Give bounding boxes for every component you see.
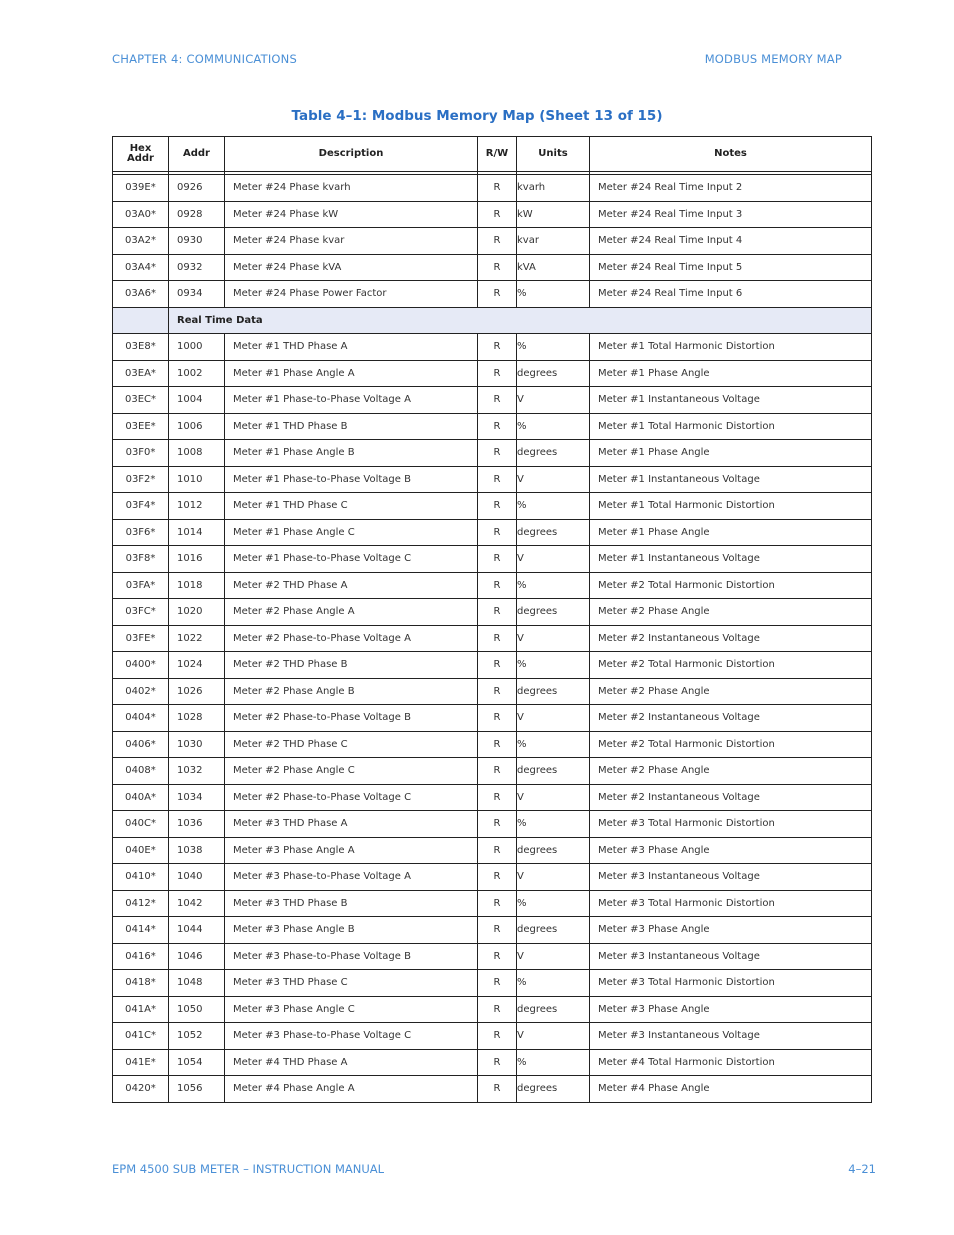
- addr-cell: 1004: [169, 387, 225, 414]
- addr-cell: 1046: [169, 943, 225, 970]
- addr-cell: 1050: [169, 996, 225, 1023]
- notes-cell: Meter #1 Total Harmonic Distortion: [590, 493, 872, 520]
- table-row: [113, 943, 872, 970]
- hex-addr-cell: 03A6*: [113, 281, 169, 308]
- description-cell: Meter #2 Phase Angle B: [225, 678, 478, 705]
- rw-cell: R: [478, 864, 517, 891]
- notes-cell: Meter #24 Real Time Input 6: [590, 281, 872, 308]
- table-row: [113, 413, 872, 440]
- table-row: [113, 334, 872, 361]
- addr-cell: 1048: [169, 970, 225, 997]
- rw-cell: R: [478, 440, 517, 467]
- notes-cell: Meter #2 Total Harmonic Distortion: [590, 572, 872, 599]
- addr-cell: 1020: [169, 599, 225, 626]
- notes-cell: Meter #2 Phase Angle: [590, 599, 872, 626]
- notes-cell: Meter #3 Phase Angle: [590, 996, 872, 1023]
- description-cell: Meter #3 Phase-to-Phase Voltage B: [225, 943, 478, 970]
- notes-cell: Meter #3 Total Harmonic Distortion: [590, 890, 872, 917]
- notes-cell: Meter #1 Instantaneous Voltage: [590, 387, 872, 414]
- hex-addr-cell: 03A2*: [113, 228, 169, 255]
- description-cell: Meter #2 Phase Angle C: [225, 758, 478, 785]
- rw-cell: R: [478, 281, 517, 308]
- addr-cell: 1054: [169, 1049, 225, 1076]
- notes-cell: Meter #1 Instantaneous Voltage: [590, 466, 872, 493]
- addr-cell: 1022: [169, 625, 225, 652]
- table-row: [113, 678, 872, 705]
- rw-cell: R: [478, 201, 517, 228]
- hex-addr-cell: 040E*: [113, 837, 169, 864]
- hex-addr-cell: 03FC*: [113, 599, 169, 626]
- hex-addr-cell: 03FA*: [113, 572, 169, 599]
- description-cell: Meter #1 THD Phase A: [225, 334, 478, 361]
- hex-addr-cell: 0414*: [113, 917, 169, 944]
- units-cell: V: [517, 1023, 590, 1050]
- description-cell: Meter #3 Phase Angle C: [225, 996, 478, 1023]
- rw-cell: R: [478, 890, 517, 917]
- description-cell: Meter #1 Phase Angle A: [225, 360, 478, 387]
- rw-cell: R: [478, 1023, 517, 1050]
- col-header-addr: Addr: [169, 137, 225, 172]
- notes-cell: Meter #3 Total Harmonic Distortion: [590, 970, 872, 997]
- notes-cell: Meter #24 Real Time Input 4: [590, 228, 872, 255]
- notes-cell: Meter #2 Phase Angle: [590, 678, 872, 705]
- table-row: [113, 837, 872, 864]
- description-cell: Meter #24 Phase kW: [225, 201, 478, 228]
- notes-cell: Meter #1 Total Harmonic Distortion: [590, 413, 872, 440]
- col-header-hex-addr: Hex Addr: [113, 137, 169, 172]
- rw-cell: R: [478, 599, 517, 626]
- notes-cell: Meter #2 Total Harmonic Distortion: [590, 731, 872, 758]
- rw-cell: R: [478, 1049, 517, 1076]
- hex-addr-cell: 0418*: [113, 970, 169, 997]
- addr-cell: 1008: [169, 440, 225, 467]
- units-cell: degrees: [517, 1076, 590, 1103]
- units-cell: degrees: [517, 758, 590, 785]
- notes-cell: Meter #1 Phase Angle: [590, 440, 872, 467]
- hex-addr-cell: 040A*: [113, 784, 169, 811]
- units-cell: kVA: [517, 254, 590, 281]
- table-title: Table 4–1: Modbus Memory Map (Sheet 13 of 15): [291, 108, 663, 124]
- units-cell: %: [517, 731, 590, 758]
- description-cell: Meter #24 Phase kvar: [225, 228, 478, 255]
- table-row: [113, 254, 872, 281]
- units-cell: V: [517, 466, 590, 493]
- notes-cell: Meter #3 Instantaneous Voltage: [590, 864, 872, 891]
- table-row: [113, 466, 872, 493]
- col-header-units: Units: [517, 137, 590, 172]
- hex-addr-cell: 0400*: [113, 652, 169, 679]
- units-cell: V: [517, 387, 590, 414]
- hex-addr-cell: 0412*: [113, 890, 169, 917]
- units-cell: V: [517, 943, 590, 970]
- description-cell: Meter #24 Phase Power Factor: [225, 281, 478, 308]
- description-cell: Meter #4 Phase Angle A: [225, 1076, 478, 1103]
- addr-cell: 0932: [169, 254, 225, 281]
- rw-cell: R: [478, 625, 517, 652]
- notes-cell: Meter #24 Real Time Input 3: [590, 201, 872, 228]
- units-cell: kvar: [517, 228, 590, 255]
- table-row: [113, 864, 872, 891]
- description-cell: Meter #1 Phase Angle C: [225, 519, 478, 546]
- description-cell: Meter #1 Phase-to-Phase Voltage B: [225, 466, 478, 493]
- manual-title-footer: EPM 4500 SUB METER – INSTRUCTION MANUAL: [112, 1162, 385, 1176]
- rw-cell: R: [478, 996, 517, 1023]
- addr-cell: 0926: [169, 175, 225, 202]
- addr-cell: 1010: [169, 466, 225, 493]
- description-cell: Meter #1 Phase-to-Phase Voltage C: [225, 546, 478, 573]
- col-header-description: Description: [225, 137, 478, 172]
- notes-cell: Meter #24 Real Time Input 5: [590, 254, 872, 281]
- hex-addr-cell: 03F8*: [113, 546, 169, 573]
- description-cell: Meter #1 Phase Angle B: [225, 440, 478, 467]
- hex-addr-cell: 0402*: [113, 678, 169, 705]
- units-cell: %: [517, 811, 590, 838]
- hex-addr-cell: 0410*: [113, 864, 169, 891]
- table-row: [113, 731, 872, 758]
- table-header-row: [113, 137, 872, 172]
- notes-cell: Meter #2 Phase Angle: [590, 758, 872, 785]
- notes-cell: Meter #1 Phase Angle: [590, 519, 872, 546]
- hex-addr-cell: 041A*: [113, 996, 169, 1023]
- addr-cell: 1002: [169, 360, 225, 387]
- notes-cell: Meter #1 Instantaneous Voltage: [590, 546, 872, 573]
- units-cell: %: [517, 890, 590, 917]
- rw-cell: R: [478, 705, 517, 732]
- hex-addr-cell: 0420*: [113, 1076, 169, 1103]
- units-cell: kvarh: [517, 175, 590, 202]
- table-row: [113, 360, 872, 387]
- description-cell: Meter #1 THD Phase C: [225, 493, 478, 520]
- hex-addr-cell: 03EC*: [113, 387, 169, 414]
- table-row: [113, 201, 872, 228]
- addr-cell: 1056: [169, 1076, 225, 1103]
- col-header-rw: R/W: [478, 137, 517, 172]
- hex-addr-cell: 0408*: [113, 758, 169, 785]
- hex-addr-cell: 040C*: [113, 811, 169, 838]
- rw-cell: R: [478, 678, 517, 705]
- rw-cell: R: [478, 917, 517, 944]
- description-cell: Meter #3 Phase-to-Phase Voltage A: [225, 864, 478, 891]
- notes-cell: Meter #3 Total Harmonic Distortion: [590, 811, 872, 838]
- rw-cell: R: [478, 758, 517, 785]
- description-cell: Meter #3 Phase Angle A: [225, 837, 478, 864]
- table-row: [113, 811, 872, 838]
- table-row: [113, 387, 872, 414]
- addr-cell: 1026: [169, 678, 225, 705]
- rw-cell: R: [478, 175, 517, 202]
- rw-cell: R: [478, 466, 517, 493]
- rw-cell: R: [478, 387, 517, 414]
- notes-cell: Meter #1 Phase Angle: [590, 360, 872, 387]
- description-cell: Meter #24 Phase kvarh: [225, 175, 478, 202]
- rw-cell: R: [478, 970, 517, 997]
- table-row: [113, 970, 872, 997]
- table-row: [113, 890, 872, 917]
- units-cell: degrees: [517, 599, 590, 626]
- hex-addr-cell: 03F0*: [113, 440, 169, 467]
- rw-cell: R: [478, 1076, 517, 1103]
- units-cell: degrees: [517, 440, 590, 467]
- table-row: [113, 917, 872, 944]
- table-row: [113, 493, 872, 520]
- hex-addr-cell: 03F2*: [113, 466, 169, 493]
- description-cell: Meter #1 Phase-to-Phase Voltage A: [225, 387, 478, 414]
- units-cell: V: [517, 546, 590, 573]
- rw-cell: R: [478, 811, 517, 838]
- rw-cell: R: [478, 943, 517, 970]
- table-row: [113, 1076, 872, 1103]
- table-row: [113, 572, 872, 599]
- addr-cell: 1014: [169, 519, 225, 546]
- notes-cell: Meter #24 Real Time Input 2: [590, 175, 872, 202]
- addr-cell: 1012: [169, 493, 225, 520]
- section-row-real-time-data: [113, 307, 872, 334]
- hex-addr-cell: 03A4*: [113, 254, 169, 281]
- rw-cell: R: [478, 254, 517, 281]
- hex-addr-cell: 041C*: [113, 1023, 169, 1050]
- table-row: [113, 705, 872, 732]
- rw-cell: R: [478, 784, 517, 811]
- units-cell: degrees: [517, 996, 590, 1023]
- rw-cell: R: [478, 837, 517, 864]
- rw-cell: R: [478, 652, 517, 679]
- table-row: [113, 281, 872, 308]
- hex-addr-cell: 03F6*: [113, 519, 169, 546]
- addr-cell: 1038: [169, 837, 225, 864]
- table-row: [113, 625, 872, 652]
- hex-addr-cell: 03FE*: [113, 625, 169, 652]
- description-cell: Meter #3 THD Phase B: [225, 890, 478, 917]
- notes-cell: Meter #2 Instantaneous Voltage: [590, 784, 872, 811]
- addr-cell: 1042: [169, 890, 225, 917]
- addr-cell: 1052: [169, 1023, 225, 1050]
- chapter-header: CHAPTER 4: COMMUNICATIONS: [112, 52, 297, 66]
- hex-addr-cell: 039E*: [113, 175, 169, 202]
- units-cell: degrees: [517, 678, 590, 705]
- table-row: [113, 599, 872, 626]
- addr-cell: 0928: [169, 201, 225, 228]
- notes-cell: Meter #2 Instantaneous Voltage: [590, 705, 872, 732]
- description-cell: Meter #3 THD Phase C: [225, 970, 478, 997]
- description-cell: Meter #2 Phase Angle A: [225, 599, 478, 626]
- hex-addr-cell: 041E*: [113, 1049, 169, 1076]
- description-cell: Meter #24 Phase kVA: [225, 254, 478, 281]
- units-cell: degrees: [517, 360, 590, 387]
- units-cell: degrees: [517, 519, 590, 546]
- table-row: [113, 1023, 872, 1050]
- description-cell: Meter #2 THD Phase B: [225, 652, 478, 679]
- addr-cell: 1028: [169, 705, 225, 732]
- description-cell: Meter #2 Phase-to-Phase Voltage C: [225, 784, 478, 811]
- rw-cell: R: [478, 731, 517, 758]
- notes-cell: Meter #4 Phase Angle: [590, 1076, 872, 1103]
- hex-addr-cell: 03EE*: [113, 413, 169, 440]
- addr-cell: 1018: [169, 572, 225, 599]
- section-label: Real Time Data: [169, 307, 872, 334]
- page-number: 4–21: [848, 1162, 876, 1176]
- hex-addr-cell: 03E8*: [113, 334, 169, 361]
- rw-cell: R: [478, 360, 517, 387]
- notes-cell: Meter #1 Total Harmonic Distortion: [590, 334, 872, 361]
- rw-cell: R: [478, 519, 517, 546]
- notes-cell: Meter #3 Instantaneous Voltage: [590, 943, 872, 970]
- units-cell: %: [517, 652, 590, 679]
- units-cell: degrees: [517, 837, 590, 864]
- hex-addr-cell: 03A0*: [113, 201, 169, 228]
- table-row: [113, 1049, 872, 1076]
- rw-cell: R: [478, 546, 517, 573]
- notes-cell: Meter #2 Total Harmonic Distortion: [590, 652, 872, 679]
- units-cell: V: [517, 705, 590, 732]
- units-cell: V: [517, 864, 590, 891]
- table-row: [113, 758, 872, 785]
- description-cell: Meter #3 Phase Angle B: [225, 917, 478, 944]
- table-row: [113, 228, 872, 255]
- units-cell: %: [517, 572, 590, 599]
- rw-cell: R: [478, 334, 517, 361]
- notes-cell: Meter #4 Total Harmonic Distortion: [590, 1049, 872, 1076]
- addr-cell: 1034: [169, 784, 225, 811]
- units-cell: degrees: [517, 917, 590, 944]
- rw-cell: R: [478, 413, 517, 440]
- notes-cell: Meter #3 Phase Angle: [590, 917, 872, 944]
- table-row: [113, 996, 872, 1023]
- addr-cell: 1030: [169, 731, 225, 758]
- notes-cell: Meter #2 Instantaneous Voltage: [590, 625, 872, 652]
- description-cell: Meter #1 THD Phase B: [225, 413, 478, 440]
- table-row: [113, 546, 872, 573]
- units-cell: %: [517, 970, 590, 997]
- description-cell: Meter #3 THD Phase A: [225, 811, 478, 838]
- table-row: [113, 652, 872, 679]
- addr-cell: 1006: [169, 413, 225, 440]
- rw-cell: R: [478, 493, 517, 520]
- modbus-memory-map-table: [112, 136, 872, 1103]
- units-cell: %: [517, 334, 590, 361]
- table-row: [113, 519, 872, 546]
- units-cell: V: [517, 784, 590, 811]
- rw-cell: R: [478, 228, 517, 255]
- units-cell: %: [517, 1049, 590, 1076]
- addr-cell: 1016: [169, 546, 225, 573]
- hex-addr-cell: 0406*: [113, 731, 169, 758]
- description-cell: Meter #2 Phase-to-Phase Voltage A: [225, 625, 478, 652]
- hex-addr-cell: 0404*: [113, 705, 169, 732]
- description-cell: Meter #3 Phase-to-Phase Voltage C: [225, 1023, 478, 1050]
- description-cell: Meter #2 THD Phase C: [225, 731, 478, 758]
- addr-cell: 1036: [169, 811, 225, 838]
- hex-addr-cell: 0416*: [113, 943, 169, 970]
- units-cell: %: [517, 493, 590, 520]
- units-cell: %: [517, 413, 590, 440]
- table-row: [113, 175, 872, 202]
- col-header-notes: Notes: [590, 137, 872, 172]
- hex-addr-cell: 03F4*: [113, 493, 169, 520]
- table-row: [113, 784, 872, 811]
- notes-cell: Meter #3 Instantaneous Voltage: [590, 1023, 872, 1050]
- notes-cell: Meter #3 Phase Angle: [590, 837, 872, 864]
- units-cell: V: [517, 625, 590, 652]
- addr-cell: 1032: [169, 758, 225, 785]
- hex-addr-cell: 03EA*: [113, 360, 169, 387]
- units-cell: kW: [517, 201, 590, 228]
- addr-cell: 0934: [169, 281, 225, 308]
- description-cell: Meter #4 THD Phase A: [225, 1049, 478, 1076]
- description-cell: Meter #2 Phase-to-Phase Voltage B: [225, 705, 478, 732]
- section-header: MODBUS MEMORY MAP: [704, 52, 842, 66]
- addr-cell: 0930: [169, 228, 225, 255]
- addr-cell: 1040: [169, 864, 225, 891]
- units-cell: %: [517, 281, 590, 308]
- table-row: [113, 440, 872, 467]
- addr-cell: 1044: [169, 917, 225, 944]
- addr-cell: 1024: [169, 652, 225, 679]
- addr-cell: 1000: [169, 334, 225, 361]
- description-cell: Meter #2 THD Phase A: [225, 572, 478, 599]
- rw-cell: R: [478, 572, 517, 599]
